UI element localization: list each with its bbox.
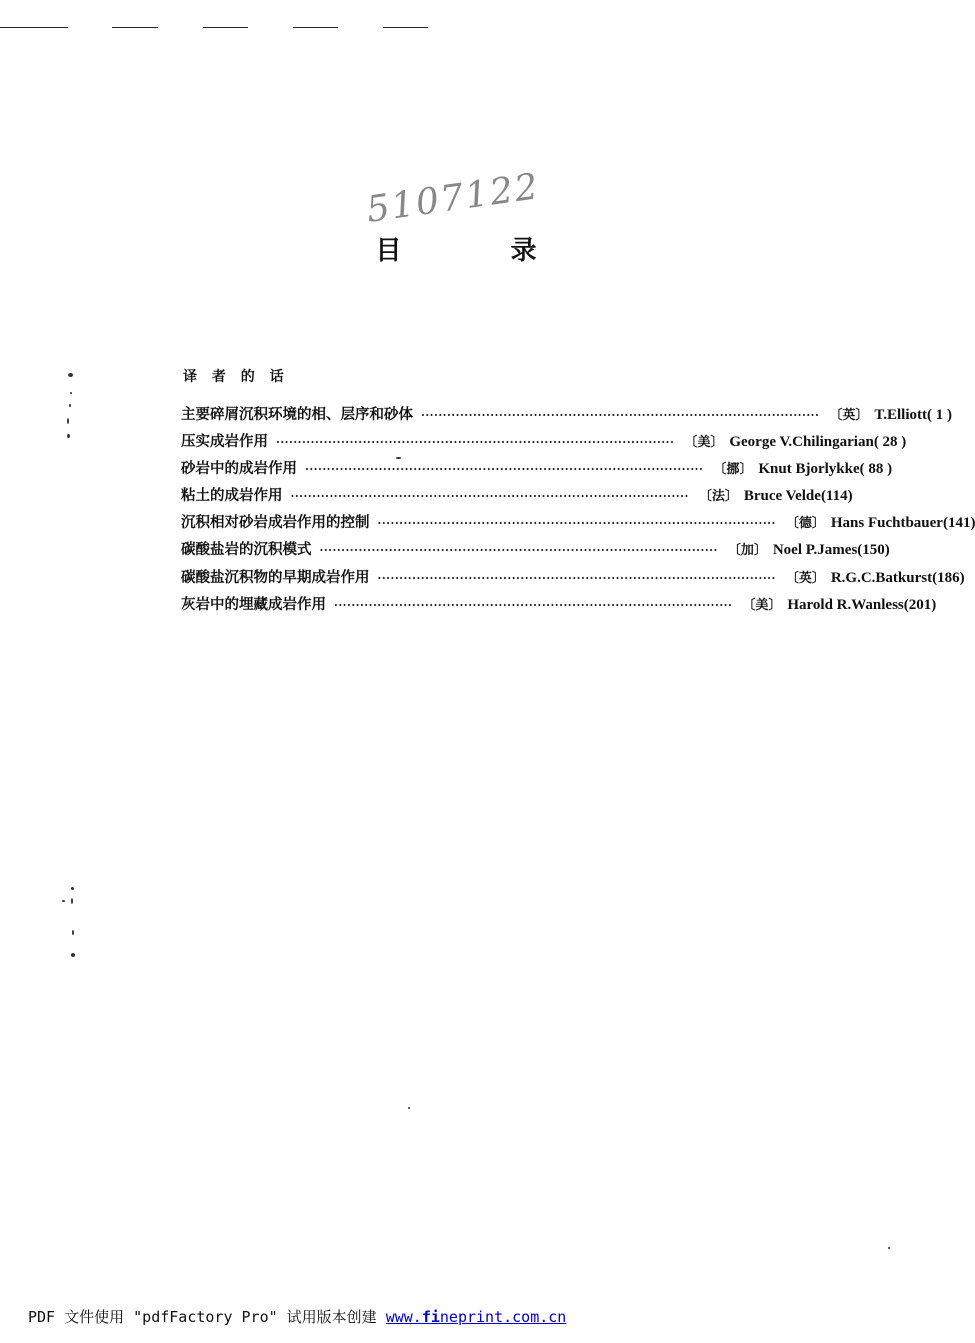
toc-entry-title: 砂岩中的成岩作用 [181, 461, 297, 478]
toc-entry-page: ( 28 ) [873, 434, 907, 451]
toc-entry-title: 压实成岩作用 [181, 434, 268, 451]
dot-leader: ···························································································· [377, 571, 776, 585]
link-part: neprint [439, 1308, 504, 1326]
toc-entry-author: R.G.C.Batkurst [830, 569, 933, 586]
toc-entry-country: 〔英〕 [785, 570, 825, 586]
toc-entry-author: Hans Fuchtbauer [830, 515, 943, 532]
page-title: 目 录 [375, 236, 587, 266]
toc-entry-title: 主要碎屑沉积环境的相、层序和砂体 [181, 407, 413, 423]
top-rule [293, 27, 338, 28]
scan-speck [71, 953, 75, 957]
scan-speck [888, 1247, 890, 1249]
scan-speck [68, 373, 73, 377]
toc-entry-page: ( 1 ) [926, 407, 952, 423]
scan-speck [72, 930, 74, 935]
dot-leader: ···························································································· [290, 490, 689, 504]
dot-leader: ···························································································· [276, 436, 675, 450]
toc-entry-country: 〔英〕 [829, 408, 869, 423]
dot-leader: ···························································································· [319, 544, 718, 558]
footer-text: PDF 文件使用 "pdfFactory Pro" 试用版本创建 [28, 1308, 386, 1326]
toc-entry[interactable] [181, 538, 890, 565]
scan-speck [70, 392, 72, 394]
dot-leader: ···························································································· [334, 598, 733, 612]
pdf-watermark-footer [28, 1306, 566, 1327]
toc-entry[interactable] [181, 566, 965, 593]
preface-label: 译 者 的 话 [183, 369, 289, 385]
toc-entry-page: (186) [932, 569, 965, 586]
link-part: .com.cn [503, 1308, 567, 1326]
fineprint-link[interactable] [386, 1308, 567, 1326]
scan-speck [62, 900, 65, 902]
toc-entry-page: ( 88 ) [859, 461, 893, 478]
toc-entry-country: 〔美〕 [684, 435, 724, 451]
scan-speck [408, 1107, 410, 1109]
table-of-contents [181, 403, 975, 620]
toc-entry-author: George V.Chilingarian [729, 434, 874, 451]
top-rule [0, 27, 68, 28]
toc-entry-country: 〔德〕 [785, 516, 825, 532]
scan-speck [71, 887, 74, 890]
toc-entry-country: 〔挪〕 [713, 462, 753, 478]
toc-entry[interactable] [181, 593, 937, 620]
toc-entry-country: 〔美〕 [742, 597, 782, 613]
toc-entry-author: T.Elliott [874, 407, 927, 423]
toc-entry-country: 〔法〕 [698, 489, 738, 505]
toc-entry-author: Bruce Velde [743, 488, 821, 505]
scan-speck [396, 457, 401, 459]
toc-entry-title: 灰岩中的埋藏成岩作用 [181, 596, 326, 613]
toc-entry-page: (141) [942, 515, 975, 532]
toc-entry-page: (201) [903, 596, 937, 613]
toc-entry-author: Harold R.Wanless [787, 596, 904, 613]
link-part: www. [385, 1308, 422, 1326]
top-rule [203, 27, 248, 28]
toc-entry-country: 〔加〕 [727, 543, 767, 559]
dot-leader: ···························································································· [421, 409, 820, 422]
toc-entry[interactable] [181, 457, 893, 484]
toc-entry-title: 沉积相对砂岩成岩作用的控制 [181, 515, 370, 532]
scan-speck [71, 898, 73, 904]
toc-entry-page: (150) [857, 542, 890, 559]
scan-speck [67, 418, 69, 424]
handwritten-note: 5107122 [363, 166, 543, 231]
toc-entry-title: 粘土的成岩作用 [181, 488, 283, 505]
scan-speck [67, 434, 70, 438]
toc-entry-title: 碳酸盐沉积物的早期成岩作用 [181, 569, 370, 586]
toc-entry[interactable] [181, 403, 952, 430]
toc-entry-page: (114) [820, 488, 853, 505]
top-rule [112, 27, 158, 28]
top-rule [383, 27, 428, 28]
toc-entry[interactable] [181, 430, 907, 457]
toc-entry-author: Noel P.James [772, 542, 858, 559]
toc-entry[interactable] [181, 511, 975, 538]
dot-leader: ···························································································· [377, 517, 776, 531]
scan-speck [69, 404, 71, 407]
toc-entry-title: 碳酸盐岩的沉积模式 [181, 542, 312, 559]
dot-leader: ···························································································· [305, 463, 704, 477]
toc-entry[interactable] [181, 484, 853, 511]
toc-entry-author: Knut Bjorlykke [758, 461, 860, 478]
link-part: fi [421, 1308, 440, 1326]
